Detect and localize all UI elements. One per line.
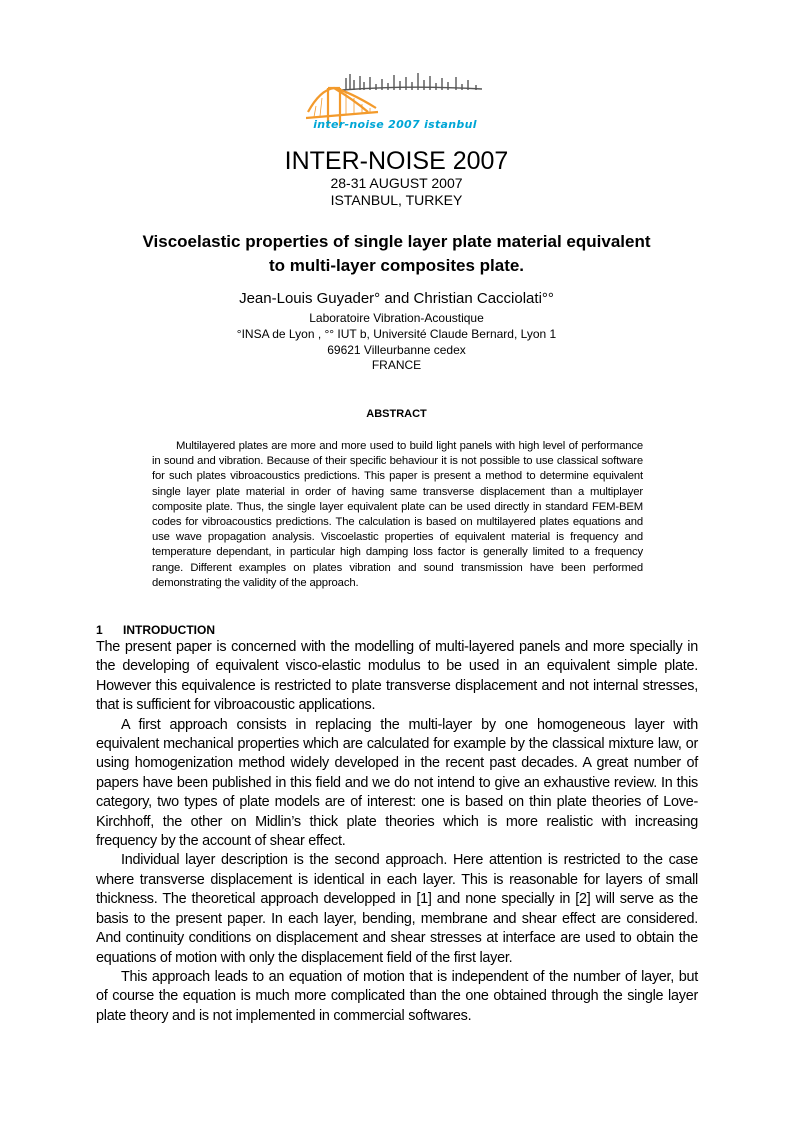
affiliation-country: FRANCE bbox=[371, 358, 422, 372]
abstract-text: Multilayered plates are more and more used to build light panels with high level of performance in sound and vibration. Because of their specific behaviour it is not possible to use classical software for such plates vibroacoustics predictions. This paper is present a method to determine equivalent single layer plate material in order of having same transverse displacement than a multiplayer composite plate. Thus, the single layer equivalent plate can be used directly in standard FEM-BEM codes for vibroacoustics predictions. The calculation is based on multilayered plates equations and use wave propagation analysis. Viscoelastic properties of equivalent material is frequency and temperature dependant, in particular high damping loss factor is generally limited to a frequency range. Different examples on plates vibration and sound transmission have been performed demonstrating the validity of the approach. bbox=[152, 440, 643, 589]
logo-caption: inter-noise 2007 istanbul bbox=[313, 118, 477, 131]
body-paragraph-4: This approach leads to an equation of motion that is independent of the number of layer, but of course the equation is much more complicated than the one obtained through the single layer plate theory and is not implemented in commercial softwares. bbox=[96, 968, 698, 1024]
conference-date: 28-31 AUGUST 2007 bbox=[330, 175, 463, 191]
paper-title bbox=[90, 230, 703, 278]
conference-title: INTER-NOISE 2007 bbox=[284, 147, 509, 175]
body-paragraph-3: Individual layer description is the second approach. Here attention is restricted to the case where transverse displacement is identical in each layer. This is reasonable for layers of small thickness. The theoretical approach developped in [1] and none specially in [2] will serve as the basis to the present paper. In each layer, bending, membrane and shear effect are considered. And continuity conditions on displacement and shear stresses at interface are used to obtain the equations of motion with only the displacement field of the first layer. bbox=[96, 852, 698, 966]
body-paragraph-1: The present paper is concerned with the modelling of multi-layered panels and more specially in the developing of equivalent visco-elastic modulus to be used in an equivalent simple plate. However this equivalence is restricted to plate transverse displacement and not internal stresses, that is sufficient for vibroacoustic applications. bbox=[96, 639, 698, 714]
affiliation-lab: Laboratoire Vibration-Acoustique bbox=[309, 311, 484, 325]
section-number: 1 bbox=[96, 623, 103, 637]
affiliation-institutions: °INSA de Lyon , °° IUT b, Université Claude Bernard, Lyon 1 bbox=[236, 327, 557, 341]
paper-title-line-2: to multi-layer composites plate. bbox=[268, 256, 525, 275]
conference-place: ISTANBUL, TURKEY bbox=[330, 192, 463, 208]
affiliation-city: 69621 Villeurbanne cedex bbox=[327, 343, 466, 357]
section-heading-introduction bbox=[96, 623, 215, 637]
authors: Jean-Louis Guyader° and Christian Cacciolati°° bbox=[239, 290, 554, 307]
body-paragraph-2: A first approach consists in replacing the multi-layer by one homogeneous layer with equivalent mechanical properties which are calculated for example by the classical mixture law, or using homogenization method widely developed in the recent past decades. A great number of papers have been published in this field and we do not intend to give an exhaustive review. In this category, two types of plate models are of interest: one is based on thin plate theories of Love-Kirchhoff, the other on Midlin’s thick plate theories which is more realistic with increasing frequency by the account of shear effect. bbox=[96, 716, 698, 850]
section-title: INTRODUCTION bbox=[123, 623, 215, 637]
introduction-body bbox=[96, 638, 698, 1026]
paper-title-line-1: Viscoelastic properties of single layer plate material equivalent bbox=[142, 232, 651, 251]
abstract-heading: ABSTRACT bbox=[366, 408, 427, 420]
